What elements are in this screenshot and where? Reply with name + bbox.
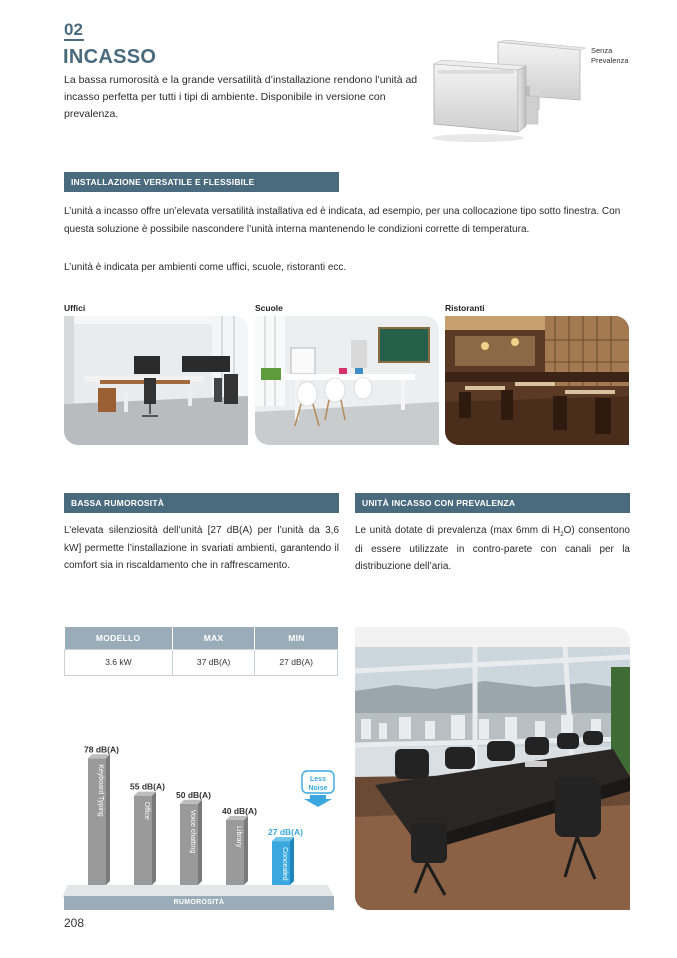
less-noise-callout <box>302 771 334 807</box>
chart-category-label: Library <box>235 826 242 848</box>
photo-label-uffici: Uffici <box>64 303 86 313</box>
section-number-underline <box>64 39 84 41</box>
photo-label-ristoranti: Ristoranti <box>445 303 485 313</box>
chart-category-label: Voice chatting <box>189 809 196 854</box>
product-caption <box>591 46 629 66</box>
table-cell-min: 27 dB(A) <box>255 649 338 675</box>
section-number: 02 <box>64 20 83 39</box>
chart-value-label: 50 dB(A) <box>176 789 211 800</box>
chart-category-label: Office <box>143 801 150 820</box>
product-caption-line2: Prevalenza <box>591 55 629 65</box>
prevalenza-heading: UNITÀ INCASSO CON PREVALENZA <box>355 493 630 513</box>
less-noise-line1: Less <box>310 776 326 783</box>
chart-category-label: Concealed <box>281 847 288 881</box>
less-noise-line2: Noise <box>308 785 328 792</box>
chart-value-label: 27 dB(A) <box>268 827 303 838</box>
noise-chart-svg <box>62 735 338 911</box>
prevalenza-subscript: 2 <box>560 532 564 538</box>
chart-x-axis-label: RUMOROSITÀ <box>64 896 334 910</box>
photo-meeting-room <box>355 627 630 910</box>
prevalenza-text-a: Le unità dotate di prevalenza (max 6mm di H <box>355 525 561 536</box>
table-header-min: MIN <box>255 627 338 649</box>
bassa-rumorosita-paragraph: L’elevata silenziosità dell’unità [27 dB(A) per l’unità da 3,6 kW] permette l’installazione in svariati ambienti, garantendo il comfort sia in riscaldamento che in raffrescamento. <box>64 525 339 571</box>
photo-label-scuole: Scuole <box>255 303 283 313</box>
chart-category-label: Keyboard Typing <box>97 764 104 817</box>
section-title: INCASSO <box>63 46 157 68</box>
intro-paragraph: La bassa rumorosità e la grande versatilità d’installazione rendono l’unità ad incasso perfetta per tutti i tipi di ambiente. Disponibile in versione con prevalenza. <box>64 74 418 120</box>
table-header-modello: MODELLO <box>65 627 173 649</box>
table-cell-modello: 3.6 kW <box>65 649 173 675</box>
installazione-paragraph-2: L’unità è indicata per ambienti come uffici, scuole, ristoranti ecc. <box>64 262 347 273</box>
photo-scuole <box>255 316 439 445</box>
down-arrow-icon <box>304 795 332 807</box>
table-header-row <box>65 627 338 649</box>
chart-value-label: 40 dB(A) <box>222 806 257 816</box>
noise-table <box>64 627 338 676</box>
page-number: 208 <box>64 916 85 930</box>
table-cell-max: 37 dB(A) <box>172 649 255 675</box>
chart-value-label: 55 dB(A) <box>130 781 165 792</box>
photo-ristoranti <box>445 316 629 445</box>
product-caption-line1: Senza <box>591 46 613 55</box>
table-row <box>65 649 338 675</box>
bassa-rumorosita-heading: BASSA RUMOROSITÀ <box>64 493 339 513</box>
chart-value-label: 78 dB(A) <box>84 744 119 755</box>
installazione-heading: INSTALLAZIONE VERSATILE E FLESSIBILE <box>64 172 339 192</box>
noise-chart <box>62 735 338 911</box>
prevalenza-paragraph <box>355 522 630 576</box>
product-image <box>430 40 590 145</box>
table-header-max: MAX <box>172 627 255 649</box>
photo-uffici <box>64 316 248 445</box>
installazione-paragraph-1: L’unità a incasso offre un’elevata versatilità installativa ed è indicata, ad esempio, per una collocazione tipo sotto finestra. Con questa soluzione è possibile nascondere l’unità interna mantenendo le condizioni corrette di temperatura. <box>64 206 621 235</box>
prevalenza-text-b: O) consentono di essere utilizzate in contro-parete con canali per la distribuzione dell’aria. <box>355 525 630 572</box>
